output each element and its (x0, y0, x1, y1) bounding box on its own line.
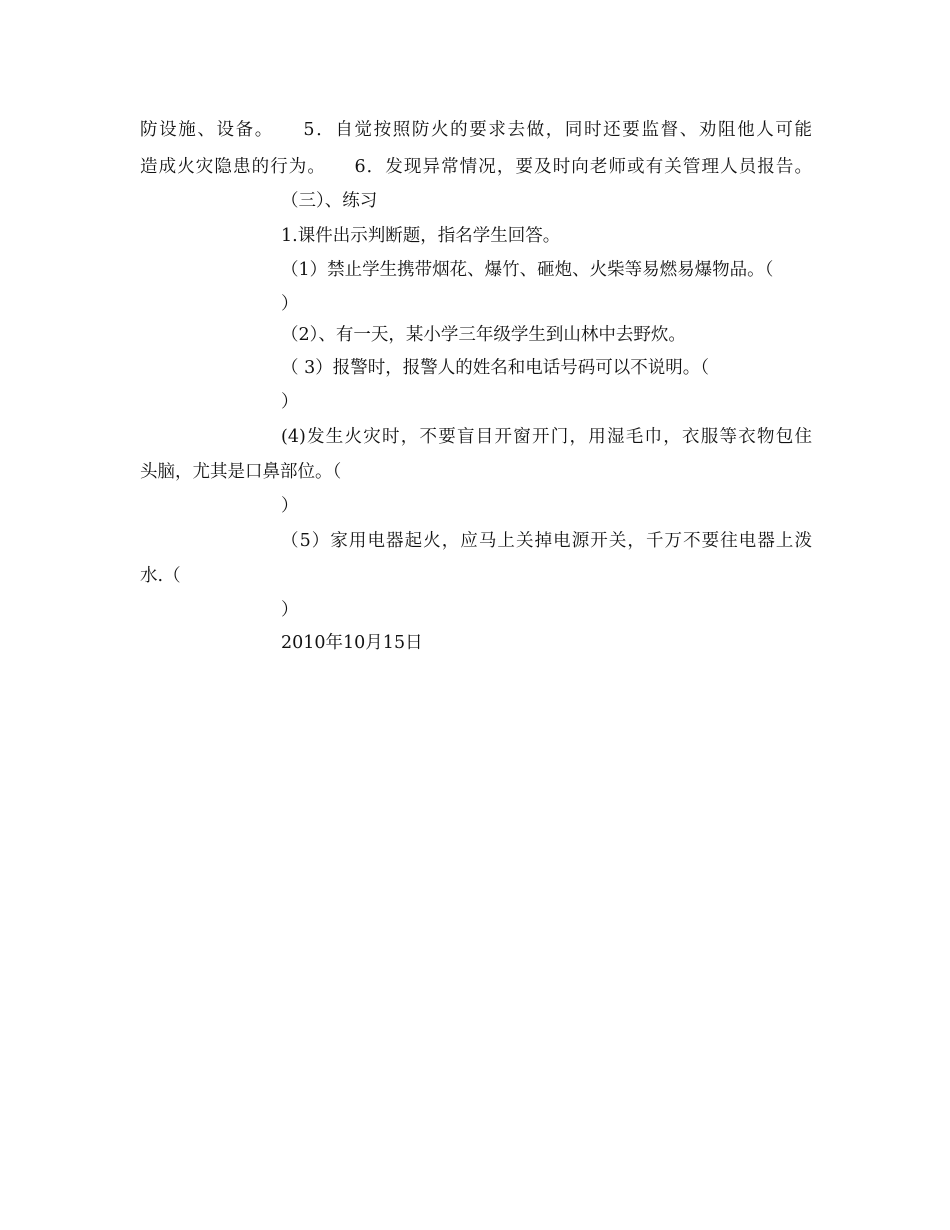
question-1: （1）禁止学生携带烟花、爆竹、砸炮、火柴等易燃易爆物品。（ (281, 260, 774, 280)
paragraph-line: 防设施、设备。 5．自觉按照防火的要求去做，同时还要监督、劝阻他人可能 (140, 120, 812, 140)
question-4: (4)发生火灾时，不要盲目开窗开门，用湿毛巾，衣服等衣物包住 (281, 427, 812, 447)
question-5-continued: 水.（ (140, 566, 181, 586)
exercise-intro: 1.课件出示判断题，指名学生回答。 (281, 226, 561, 246)
question-2: （2）、有一天，某小学三年级学生到山林中去野炊。 (281, 325, 686, 345)
document-date: 2010年10月15日 (281, 633, 423, 653)
question-4-continued: 头脑，尤其是口鼻部位。（ (140, 462, 342, 482)
question-3: （ 3）报警时，报警人的姓名和电话号码可以不说明。（ (281, 358, 709, 378)
question-1-answer-bracket: ） (281, 294, 299, 314)
question-3-answer-bracket: ） (281, 392, 299, 412)
question-5: （5）家用电器起火，应马上关掉电源开关，千万不要往电器上泼 (281, 531, 812, 551)
paragraph-line: 造成火灾隐患的行为。 6．发现异常情况，要及时向老师或有关管理人员报告。 (140, 157, 812, 177)
section-heading: （三）、练习 (281, 191, 378, 211)
question-4-answer-bracket: ） (281, 496, 299, 516)
question-5-answer-bracket: ） (281, 600, 299, 620)
